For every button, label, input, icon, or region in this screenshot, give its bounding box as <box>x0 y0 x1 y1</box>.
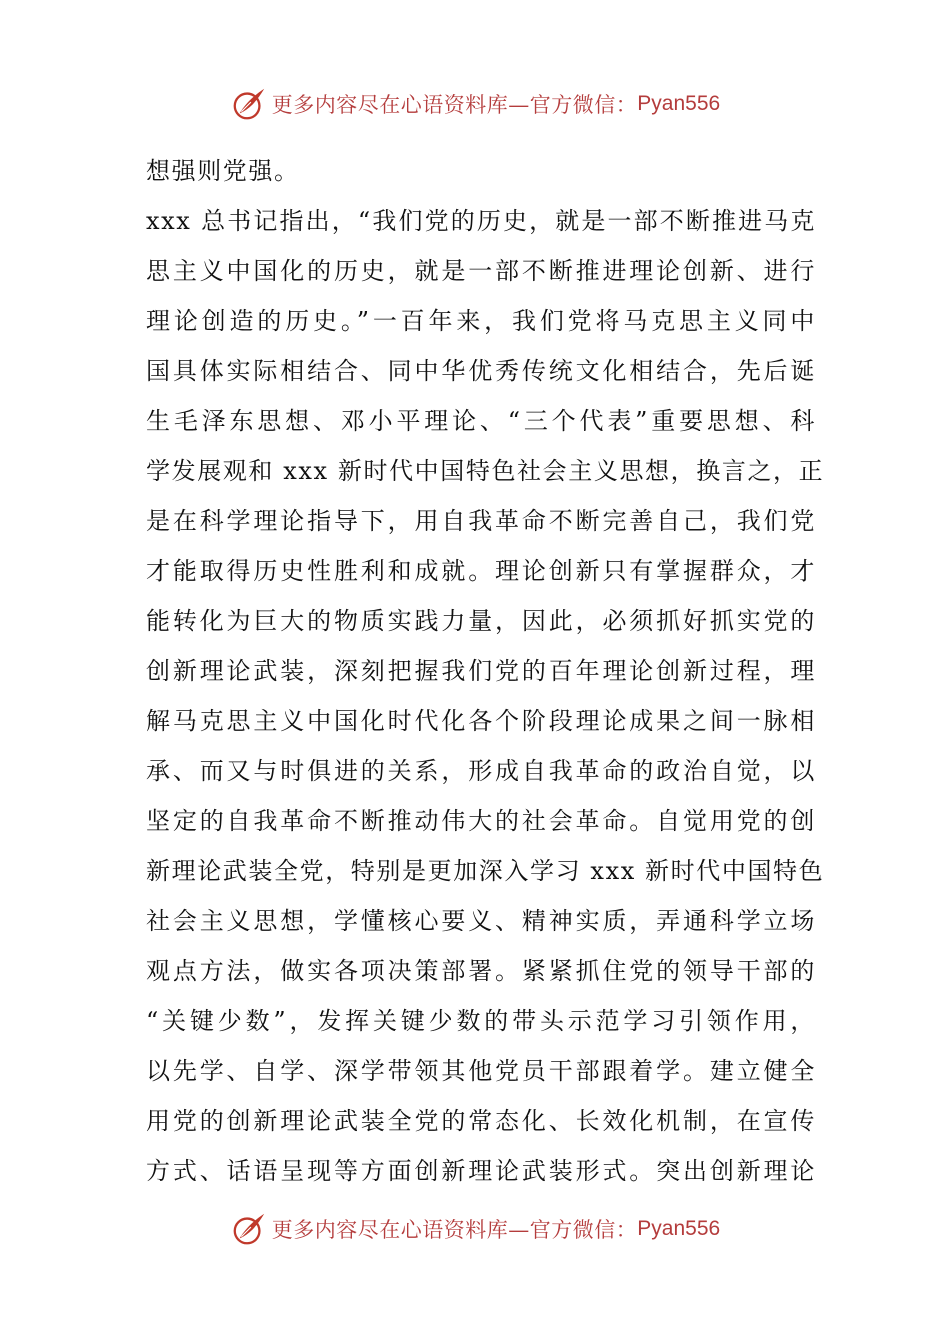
watermark-id: Pyan556 <box>637 1217 721 1240</box>
text-line: 是在科学理论指导下，用自我革命不断完善自己，我们党 <box>146 507 816 535</box>
watermark-id: Pyan556 <box>637 92 721 115</box>
text-line: 能转化为巨大的物质实践力量，因此，必须抓好抓实党的 <box>146 607 816 635</box>
quill-logo-icon <box>230 1210 268 1248</box>
text-line: 社会主义思想，学懂核心要义、精神实质，弄通科学立场 <box>146 907 816 935</box>
text-line: xxx 总书记指出，“我们党的历史，就是一部不断推进马克 <box>146 207 816 235</box>
watermark-header <box>0 82 950 126</box>
text-line: 观点方法，做实各项决策部署。紧紧抓住党的领导干部的 <box>146 957 816 985</box>
text-line: 才能取得历史性胜利和成就。理论创新只有掌握群众，才 <box>146 557 816 585</box>
watermark-footer <box>0 1207 950 1251</box>
text-line: 用党的创新理论武装全党的常态化、长效化机制，在宣传 <box>146 1107 816 1135</box>
text-line: 想强则党强。 <box>146 157 300 185</box>
text-line: 以先学、自学、深学带领其他党员干部跟着学。建立健全 <box>146 1057 816 1085</box>
text-line: 创新理论武装，深刻把握我们党的百年理论创新过程，理 <box>146 657 816 685</box>
text-line: 解马克思主义中国化时代化各个阶段理论成果之间一脉相 <box>146 707 816 735</box>
quill-logo-icon <box>230 85 268 123</box>
watermark-text: 更多内容尽在心语资料库—官方微信： <box>271 1218 638 1242</box>
text-line: 思主义中国化的历史，就是一部不断推进理论创新、进行 <box>146 257 816 285</box>
text-line: 方式、话语呈现等方面创新理论武装形式。突出创新理论 <box>146 1157 816 1185</box>
text-line: 学发展观和 xxx 新时代中国特色社会主义思想，换言之，正 <box>146 457 825 485</box>
text-line: 承、而又与时俱进的关系，形成自我革命的政治自觉，以 <box>146 757 816 785</box>
text-line: 坚定的自我革命不断推动伟大的社会革命。自觉用党的创 <box>146 807 816 835</box>
document-body <box>146 146 825 1196</box>
text-line: 生毛泽东思想、邓小平理论、“三个代表”重要思想、科 <box>146 407 816 435</box>
text-line: 理论创造的历史。”一百年来，我们党将马克思主义同中 <box>146 307 816 335</box>
watermark-text: 更多内容尽在心语资料库—官方微信： <box>271 93 638 117</box>
text-line: 新理论武装全党，特别是更加深入学习 xxx 新时代中国特色 <box>146 857 825 885</box>
text-line: 国具体实际相结合、同中华优秀传统文化相结合，先后诞 <box>146 357 816 385</box>
text-line: “关键少数”，发挥关键少数的带头示范学习引领作用， <box>146 1007 816 1035</box>
